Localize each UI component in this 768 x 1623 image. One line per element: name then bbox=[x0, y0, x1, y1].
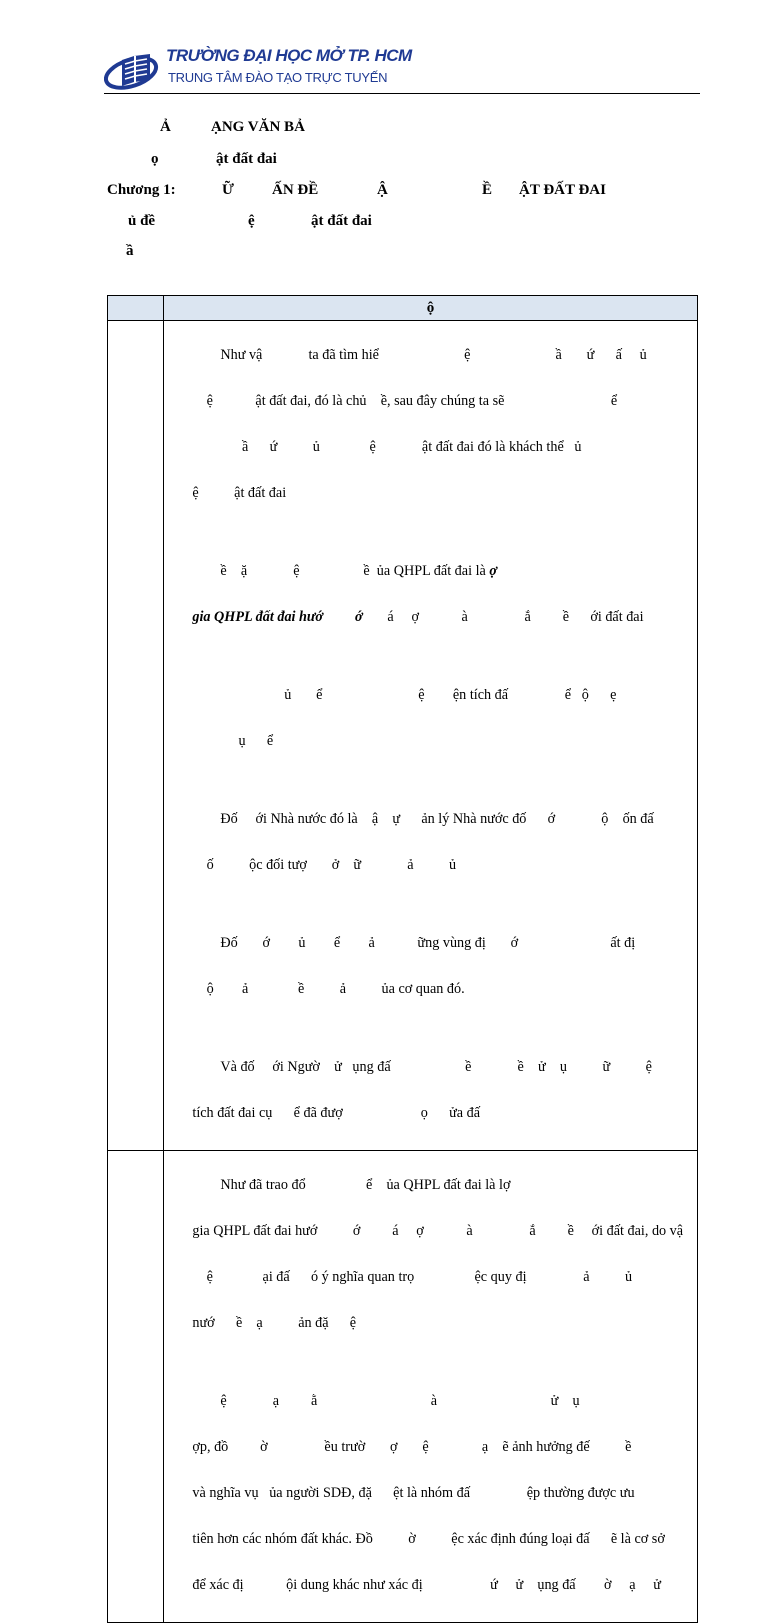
page-header bbox=[104, 44, 700, 96]
table-row bbox=[108, 321, 698, 1151]
paragraph: Và đố ới Ngườ ử ụng đấ ề ề ử ụ ữ ệ tích đất đai cụ ể đã đượ ọ ửa đấ bbox=[192, 1059, 652, 1121]
table-header-cell: ộ bbox=[164, 296, 698, 321]
chapter-title-fragment: Ậ bbox=[377, 182, 388, 198]
subtitle-fragment: ật đất đai bbox=[216, 151, 277, 167]
chapter-title-fragment: Ữ bbox=[222, 182, 234, 198]
topic-fragment: ệ bbox=[248, 213, 255, 229]
table-cell-label bbox=[108, 321, 164, 1151]
chapter-title-fragment: Ề bbox=[482, 182, 493, 198]
table-header-row bbox=[108, 296, 698, 321]
paragraph: Đố ớ ủ ể ả ững vùng đị ớ ất đị ộ ả ề ả ủa cơ quan đó. bbox=[192, 935, 636, 997]
paragraph: Như vậ ta đã tìm hiể ệ ầ ứ ấ ủ ệ ật đất đai, đó là chủ ề, sau đây chúng ta sẽ ể ầ ứ ủ ệ ật đất đai đó là khách thể ủ ệ ật đất đai bbox=[192, 347, 647, 501]
title-fragment: Ả bbox=[160, 119, 171, 135]
table-row bbox=[108, 1151, 698, 1623]
table-cell-label bbox=[108, 1151, 164, 1623]
chapter-label: Chương 1: bbox=[107, 182, 176, 198]
table-header-cell bbox=[108, 296, 164, 321]
chapter-title-fragment: ẬT ĐẤT ĐAI bbox=[519, 182, 606, 198]
title-fragment: ẠNG VĂN BẢ bbox=[211, 119, 305, 135]
brand-name: TRƯỜNG ĐẠI HỌC MỞ TP. HCM bbox=[166, 46, 412, 65]
table-cell-content bbox=[164, 1151, 698, 1623]
section-fragment: ầ bbox=[126, 243, 134, 259]
paragraph: ủ ể ệ ện tích đấ ể ộ ẹ ụ ể bbox=[192, 687, 617, 749]
chapter-title-fragment: ẤN ĐỀ bbox=[272, 182, 319, 198]
brand-subtitle: TRUNG TÂM ĐÀO TẠO TRỰC TUYẾN bbox=[168, 70, 388, 85]
topic-fragment: ủ đề bbox=[128, 213, 156, 229]
subtitle-fragment: ọ bbox=[151, 151, 159, 167]
paragraph: Đố ới Nhà nước đó là ậ ự ản lý Nhà nước đố ớ ộ ốn đấ ố ộc đối tượ ở ữ ả ủ bbox=[192, 811, 654, 873]
paragraph: ệ ạ ằ à ử ụ ợp, đồ ờ ều trườ ợ ệ ạ ẽ ảnh hưởng đế ề và nghĩa vụ ủa người SDĐ, đặ ệt là nhóm đấ ệp thường được ưu tiên hơn các nhóm đất khác. Đồ ờ ệc xác định đúng loại đấ ẽ là cơ sở để xác đị ội dung khác như xác đị ứ ử ụng đấ ờ ạ ử bbox=[192, 1393, 665, 1593]
topic-fragment: ật đất đai bbox=[311, 213, 372, 229]
university-logo-icon bbox=[104, 48, 164, 92]
header-divider bbox=[104, 93, 700, 94]
paragraph: ề ặ ệ ề ủa QHPL đất đai là ợ gia QHPL đất đai hướ ớ á ợ à ắ ề ới đất đai bbox=[192, 563, 644, 625]
content-table bbox=[107, 295, 698, 1623]
table-cell-content bbox=[164, 321, 698, 1151]
paragraph: Như đã trao đổ ể ủa QHPL đất đai là lợ gia QHPL đất đai hướ ớ á ợ à ắ ề ới đất đai, do vậ ệ ại đấ ó ý nghĩa quan trọ ệc quy đị ả ủ nướ ề ạ ản đặ ệ bbox=[192, 1177, 684, 1331]
